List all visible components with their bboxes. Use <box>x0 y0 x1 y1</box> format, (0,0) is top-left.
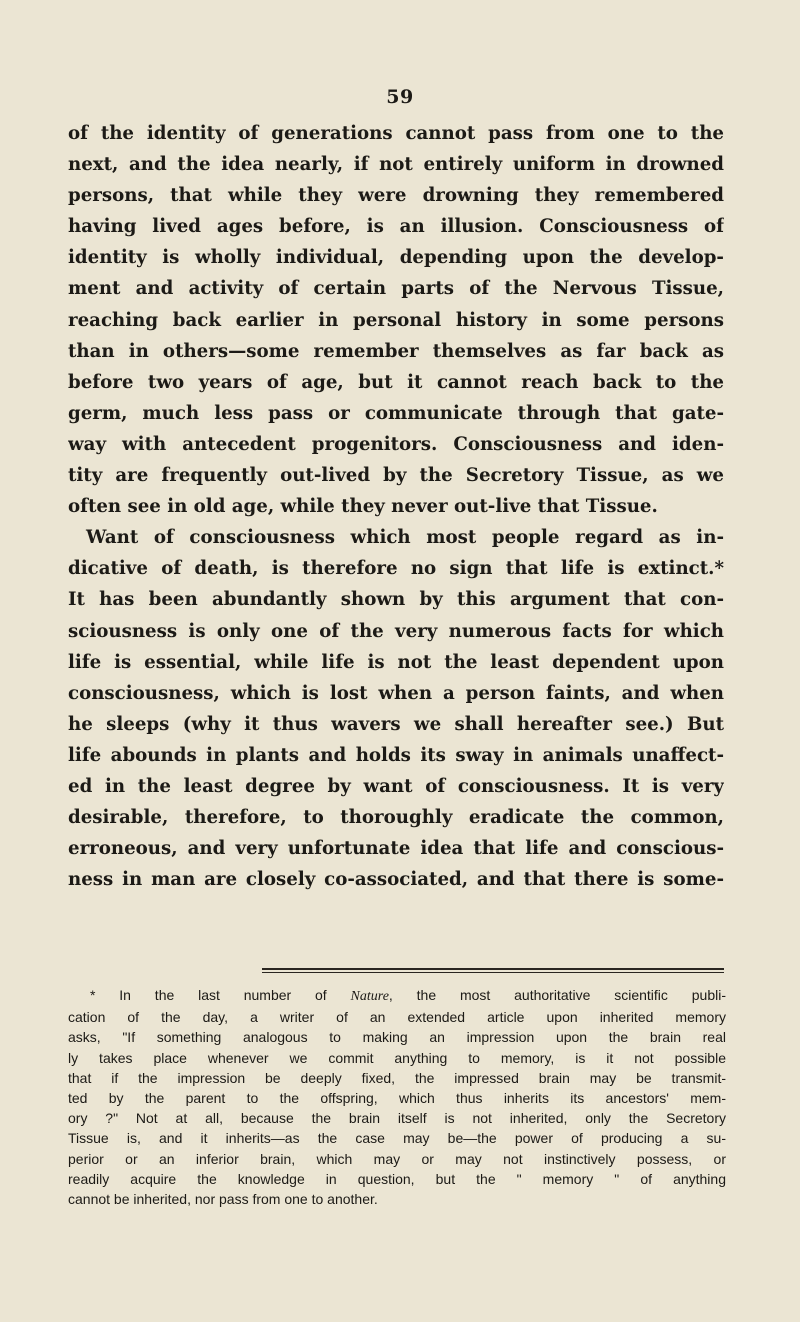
body-line: tity are frequently out-lived by the Secretory Tissue, as we <box>68 465 724 487</box>
body-line: ment and activity of certain parts of the Nervous Tissue, <box>68 278 724 300</box>
body-line: reaching back earlier in personal history in some persons <box>68 309 724 331</box>
body-line: way with antecedent progenitors. Consciousness and iden- <box>68 433 724 455</box>
body-line: consciousness, which is lost when a person faints, and when <box>68 682 724 704</box>
body-line: life abounds in plants and holds its sway in animals unaffect- <box>68 744 724 766</box>
body-line: of the identity of generations cannot pass from one to the <box>68 123 724 144</box>
footnote-marker-text: * In the last number of <box>90 987 351 1003</box>
body-line: ness in man are closely co-associated, and that there is some- <box>68 869 724 891</box>
body-text <box>68 118 724 895</box>
body-line: before two years of age, but it cannot reach back to the <box>68 371 724 393</box>
body-line: dicative of death, is therefore no sign that life is extinct.* <box>68 558 724 580</box>
footnote-divider <box>262 968 724 970</box>
body-line: than in others—some remember themselves as far back as <box>68 340 724 362</box>
footnote-line: that if the impression be deeply fixed, the impressed brain may be transmit- <box>68 1069 726 1086</box>
footnote-line: ted by the parent to the offspring, which thus inherits its ancestors' mem- <box>68 1090 726 1107</box>
body-line: Want of consciousness which most people regard as in- <box>86 527 724 549</box>
body-line: It has been abundantly shown by this argument that con- <box>68 589 724 611</box>
body-line: persons, that while they were drowning they remembered <box>68 185 724 207</box>
footnote <box>68 985 726 1209</box>
footnote-line: cannot be inherited, nor pass from one to another. <box>68 1191 378 1208</box>
body-line: he sleeps (why it thus wavers we shall hereafter see.) But <box>68 713 724 735</box>
body-line: sciousness is only one of the very numerous facts for which <box>68 620 724 642</box>
footnote-journal-title: Nature <box>350 989 389 1004</box>
body-line: next, and the idea nearly, if not entirely uniform in drowned <box>68 154 724 176</box>
body-line: often see in old age, while they never out-live that Tissue. <box>68 496 658 518</box>
body-line: having lived ages before, is an illusion. Consciousness of <box>68 216 724 238</box>
footnote-line: ory ?" Not at all, because the brain itself is not inherited, only the Secretory <box>68 1110 726 1127</box>
body-line: desirable, therefore, to thoroughly eradicate the common, <box>68 807 724 829</box>
footnote-line: Tissue is, and it inherits—as the case may be—the power of producing a su- <box>68 1130 726 1147</box>
body-line: germ, much less pass or communicate through that gate- <box>68 402 724 424</box>
body-line: ed in the least degree by want of consciousness. It is very <box>68 775 724 797</box>
footnote-line: asks, "If something analogous to making an impression upon the brain real <box>68 1029 726 1046</box>
footnote-line: readily acquire the knowledge in question, but the " memory " of anything <box>68 1170 726 1187</box>
page-number: 59 <box>386 86 414 108</box>
footnote-first-line-rest: , the most authoritative scientific publi- <box>388 987 726 1003</box>
body-line: life is essential, while life is not the least dependent upon <box>68 651 724 673</box>
body-line: identity is wholly individual, depending upon the develop- <box>68 247 724 269</box>
footnote-line: cation of the day, a writer of an extended article upon inherited memory <box>68 1009 726 1026</box>
footnote-line <box>68 985 726 1007</box>
body-line: erroneous, and very unfortunate idea that life and conscious- <box>68 838 724 860</box>
footnote-line: ly takes place whenever we commit anything to memory, is it not possible <box>68 1049 726 1066</box>
footnote-line: perior or an inferior brain, which may or may not instinctively possess, or <box>68 1150 726 1167</box>
